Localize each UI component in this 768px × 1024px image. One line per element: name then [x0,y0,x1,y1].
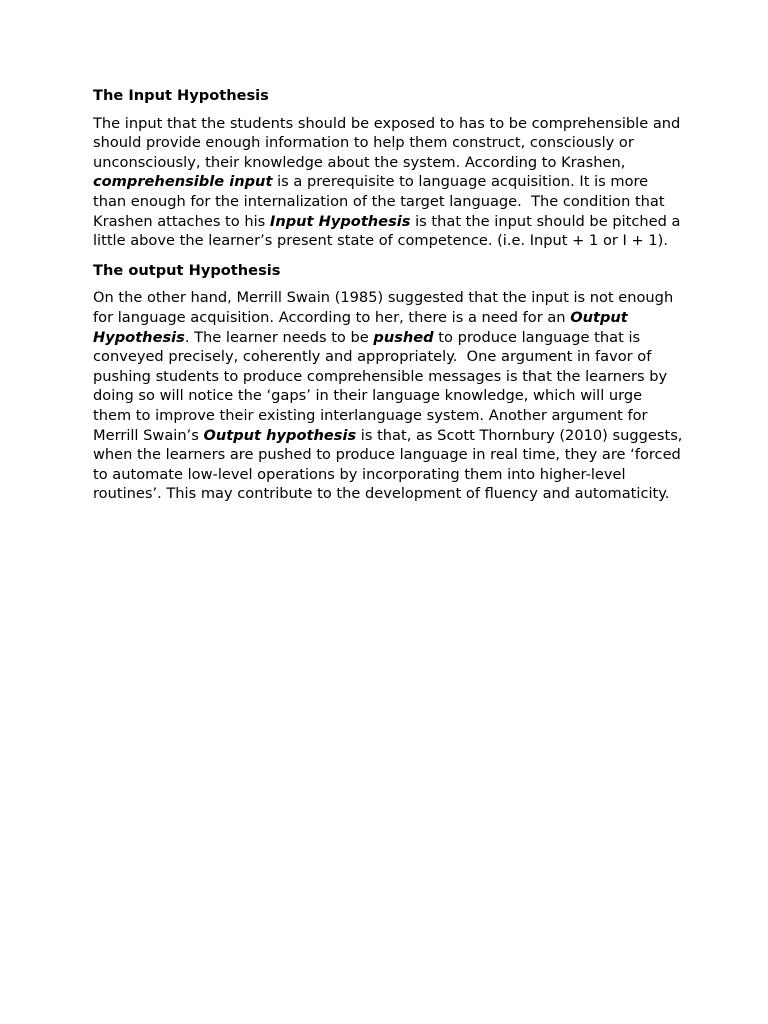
text-run: On the other hand, Merrill Swain (1985) suggested that the input is not enough for language acquisition. According to her, there is a need for an [93,289,678,326]
emphasis-run: Output Hypothesis [93,308,633,346]
emphasis-run: comprehensible input [93,173,273,191]
paragraph-input-hypothesis [93,114,686,251]
text-run: . The learner needs to be [184,328,374,346]
text-run: to produce language that is conveyed precisely, coherently and appropriately. One argument in favor of pushing students to produce comprehensible messages is that the learners by doing so will notice the ‘gaps’ in their language knowledge, which will urge them to improve their existing interlanguage system. Another argument for Merrill Swain’s [93,328,672,444]
emphasis-run: Input Hypothesis [269,212,411,230]
text-run: The input that the students should be exposed to has to be comprehensible and should provide enough information to help them construct, consciously or unconsciously, their knowledge about the system. According to Krashen, [93,114,685,171]
section-heading-input-hypothesis: The Input Hypothesis [93,87,269,104]
text-run: is that, as Scott Thornbury (2010) suggests, when the learners are pushed to produce language in real time, they are ‘forced to automate low-level operations by incorporating them into higher-level routines’. This may contribute to the development of fluency and automaticity. [93,426,688,503]
emphasis-run: pushed [373,328,434,346]
emphasis-run: Output hypothesis [203,426,357,444]
paragraph-output-hypothesis [93,288,688,504]
text-run: is that the input should be pitched a little above the learner’s present state of competence. (i.e. Input + 1 or I + 1). [93,212,686,250]
text-run: is a prerequisite to language acquisition. It is more than enough for the internalization of the target language. The condition that Krashen attaches to his [93,173,670,230]
document-page [93,85,688,513]
section-heading-output-hypothesis: The output Hypothesis [93,261,281,279]
